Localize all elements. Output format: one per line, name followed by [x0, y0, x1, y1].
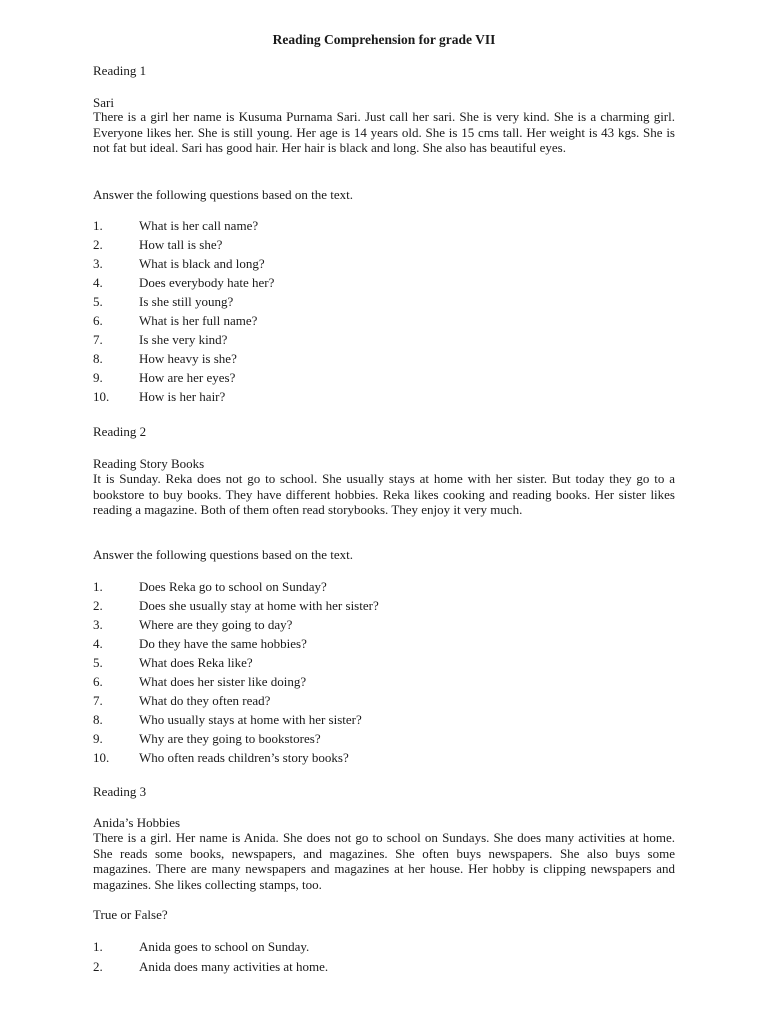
question-number: 2.: [93, 598, 103, 613]
question-text: What do they often read?: [139, 693, 271, 708]
question-item: [93, 218, 693, 234]
question-item: [93, 636, 693, 652]
question-text: Anida goes to school on Sunday.: [139, 939, 310, 954]
question-item: [93, 256, 693, 272]
question-text: Do they have the same hobbies?: [139, 636, 307, 651]
question-text: What is her call name?: [139, 218, 259, 233]
question-text: Is she very kind?: [139, 332, 228, 347]
question-text: Anida does many activities at home.: [139, 958, 329, 974]
question-number: 6.: [93, 313, 103, 328]
question-text: What does her sister like doing?: [139, 674, 307, 689]
reading3-paragraph: There is a girl. Her name is Anida. She does not go to school on Sundays. She does many activities at home. She reads some books, newspapers, and magazines. She often buys newspapers. She also buys some magazines. There are many newspapers and magazines at her house. Her hobby is clipping newspapers and magazines. She likes collecting stamps, too.: [93, 830, 675, 892]
question-item: [93, 579, 693, 595]
question-item: [93, 712, 693, 728]
question-number: 4.: [93, 275, 103, 290]
question-number: 10.: [93, 750, 110, 765]
reading1-story-title: Sari: [93, 95, 114, 110]
question-item: [93, 237, 693, 253]
question-number: 1.: [93, 218, 103, 233]
question-text: Does everybody hate her?: [139, 275, 275, 290]
question-item: [93, 313, 693, 329]
question-text: What is black and long?: [139, 256, 265, 271]
question-item: [93, 332, 693, 348]
question-number: 1.: [93, 939, 103, 954]
question-text: Does Reka go to school on Sunday?: [139, 579, 327, 594]
question-item: [93, 674, 693, 690]
question-item: [93, 598, 693, 614]
question-text: How heavy is she?: [139, 351, 237, 366]
question-number: 3.: [93, 617, 103, 632]
question-text: How are her eyes?: [139, 370, 236, 385]
question-text: Where are they going to day?: [139, 617, 293, 632]
question-text: Is she still young?: [139, 294, 234, 309]
reading2-heading: Reading 2: [93, 424, 147, 439]
reading2-story-title: Reading Story Books: [93, 456, 205, 471]
question-item: [93, 294, 693, 310]
question-item: [93, 655, 693, 671]
reading3-story-title: Anida’s Hobbies: [93, 815, 181, 830]
question-item: [93, 731, 693, 747]
question-number: 9.: [93, 731, 103, 746]
question-number: 2.: [93, 958, 103, 974]
reading1-paragraph: There is a girl her name is Kusuma Purnama Sari. Just call her sari. She is very kind. She is a charming girl. Everyone likes her. She is still young. Her age is 14 years old. She is 15 cms tall. Her weight is 43 kgs. She is not fat but ideal. Sari has good hair. Her hair is black and long. She also has beautiful eyes.: [93, 109, 675, 155]
question-number: 10.: [93, 389, 110, 404]
question-text: Who often reads children’s story books?: [139, 750, 349, 765]
question-text: Who usually stays at home with her sister?: [139, 712, 362, 727]
question-number: 7.: [93, 693, 103, 708]
question-number: 4.: [93, 636, 103, 651]
question-text: What does Reka like?: [139, 655, 253, 670]
question-item: [93, 750, 693, 766]
reading2-paragraph: It is Sunday. Reka does not go to school. She usually stays at home with her sister. But today they go to a bookstore to buy books. They have different hobbies. Reka likes cooking and reading books. Her sister likes reading a magazine. Both of them often read storybooks. They enjoy it very much.: [93, 471, 675, 517]
reading2-instruction: Answer the following questions based on the text.: [93, 547, 353, 562]
question-text: What is her full name?: [139, 313, 258, 328]
question-text: Why are they going to bookstores?: [139, 731, 321, 746]
question-item: [93, 959, 693, 975]
question-number: 2.: [93, 237, 103, 252]
question-text: Does she usually stay at home with her sister?: [139, 598, 379, 613]
document-title: Reading Comprehension for grade VII: [272, 32, 496, 47]
question-number: 1.: [93, 579, 103, 594]
reading1-heading: Reading 1: [93, 63, 147, 78]
question-text: How tall is she?: [139, 237, 223, 252]
question-number: 9.: [93, 370, 103, 385]
question-number: 5.: [93, 655, 103, 670]
reading3-heading: Reading 3: [93, 784, 147, 799]
question-number: 3.: [93, 256, 103, 271]
question-item: [93, 389, 693, 405]
question-item: [93, 275, 693, 291]
question-item: [93, 693, 693, 709]
question-item: [93, 939, 693, 955]
reading1-instruction: Answer the following questions based on the text.: [93, 187, 353, 202]
question-number: 5.: [93, 294, 103, 309]
question-item: [93, 617, 693, 633]
question-number: 8.: [93, 351, 103, 366]
question-item: [93, 351, 693, 367]
question-number: 7.: [93, 332, 103, 347]
question-text: How is her hair?: [139, 389, 226, 404]
question-item: [93, 370, 693, 386]
question-number: 8.: [93, 712, 103, 727]
question-number: 6.: [93, 674, 103, 689]
reading3-instruction: True or False?: [93, 907, 168, 922]
